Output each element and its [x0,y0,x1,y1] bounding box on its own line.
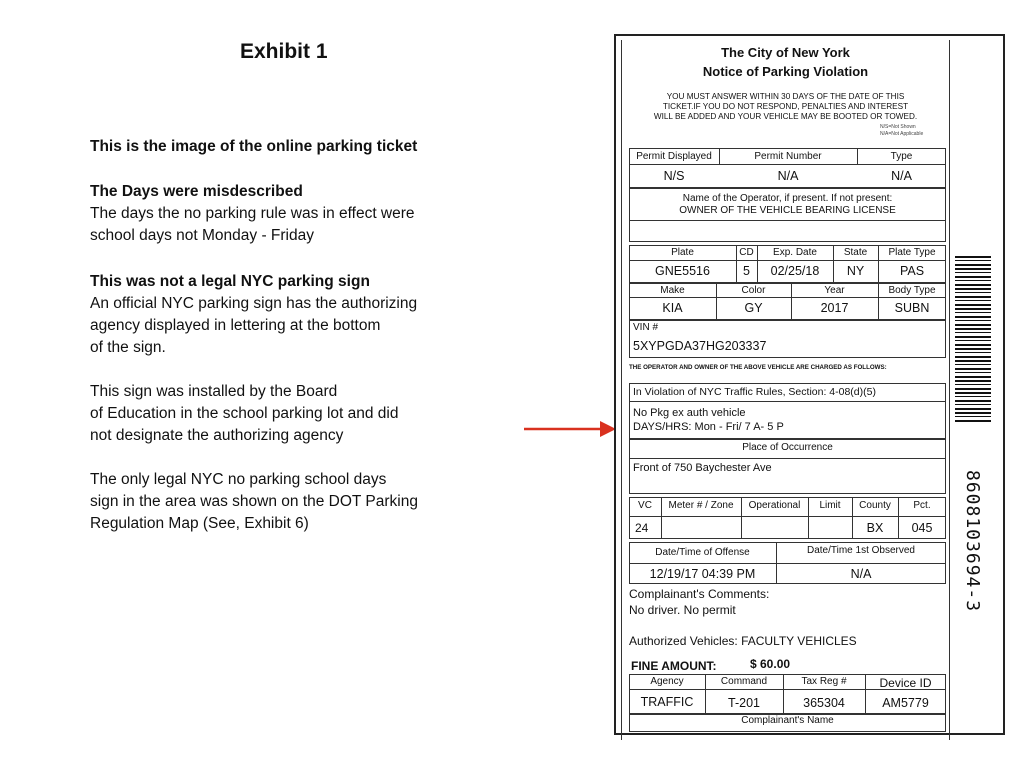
tax-reg-value: 365304 [803,696,845,710]
vin-label: VIN # [633,322,659,333]
intro-heading: This is the image of the online parking ticket [90,138,418,155]
installed-text-line: This sign was installed by the Board [90,383,338,400]
only-text-line: sign in the area was shown on the DOT Parking [90,493,418,510]
operator-label: Name of the Operator, if present. If not present: [682,193,893,204]
cd-label: CD [739,247,754,258]
installed-section [90,381,510,447]
plate-type-label: Plate Type [888,247,936,258]
device-id-value: AM5779 [882,696,929,710]
agency-label: Agency [650,676,684,687]
color-label: Color [741,285,766,296]
tax-reg-label: Tax Reg # [801,676,847,687]
charged-statement: THE OPERATOR AND OWNER OF THE ABOVE VEHICLE ARE CHARGED AS FOLLOWS: [629,364,887,371]
sign-section [90,271,510,359]
installed-text-line: of Education in the school parking lot and did [90,405,399,422]
days-heading: The Days were misdescribed [90,183,303,200]
ticket-warning-line: TICKET.IF YOU DO NOT RESPOND, PENALTIES AND INTEREST [662,102,909,111]
days-text-line: school days not Monday - Friday [90,227,314,244]
pct-label: Pct. [913,500,931,511]
command-value: T-201 [728,696,760,710]
violation-description: No Pkg ex auth vehicle [633,407,746,419]
color-value: GY [744,301,763,315]
year-value: 2017 [820,301,849,315]
device-id-label: Device ID [879,676,932,690]
ticket-legend-na: N/A=Not Applicable [880,131,924,137]
plate-label: Plate [671,247,694,258]
comments-label: Complainant's Comments: [629,587,770,601]
exhibit-title: Exhibit 1 [240,40,328,63]
county-value: BX [866,521,884,535]
ticket-warning-line: YOU MUST ANSWER WITHIN 30 DAYS OF THE DATE OF THIS [666,92,905,101]
sign-text-line: agency displayed in lettering at the bottom [90,317,381,334]
red-arrow-icon [520,418,620,440]
offense-datetime-label: Date/Time of Offense [655,547,750,558]
cd-value: 5 [743,264,750,278]
make-label: Make [660,285,685,296]
sign-heading: This was not a legal NYC parking sign [90,273,370,290]
offense-datetime-value: 12/19/17 04:39 PM [649,567,756,581]
permit-number-value: N/A [777,169,799,183]
observed-datetime-value: N/A [850,567,872,581]
barcode-graphic [955,256,991,424]
only-text-line: Regulation Map (See, Exhibit 6) [90,515,309,532]
permit-displayed-label: Permit Displayed [636,151,712,162]
left-intro [90,136,510,158]
complainant-name-label: Complainant's Name [741,715,834,726]
only-section [90,469,510,535]
body-type-value: SUBN [894,301,930,315]
place-value: Front of 750 Baychester Ave [633,462,772,474]
agency-value: TRAFFIC [640,695,694,709]
sign-text-line: of the sign. [90,339,166,356]
operator-label-2: OWNER OF THE VEHICLE BEARING LICENSE [679,205,896,216]
observed-datetime-label: Date/Time 1st Observed [806,545,915,556]
installed-text-line: not designate the authorizing agency [90,427,344,444]
vc-value: 24 [635,521,649,535]
plate-type-value: PAS [899,264,925,278]
violation-days-hours: DAYS/HRS: Mon - Fri/ 7 A- 5 P [633,421,784,433]
meter-zone-label: Meter # / Zone [668,500,734,511]
days-section [90,181,510,247]
command-label: Command [720,676,768,687]
make-value: KIA [662,301,683,315]
operational-label: Operational [748,500,801,511]
permit-number-label: Permit Number [754,151,822,162]
vin-value: 5XYPGDA37HG203337 [633,339,767,353]
ticket-legend-ns: N/S=Not Shown [880,124,916,130]
authorized-vehicles: Authorized Vehicles: FACULTY VEHICLES [629,634,857,648]
exp-date-label: Exp. Date [773,247,817,258]
ticket-number-text: 8608103694-3 [962,470,983,613]
pct-value: 045 [911,521,933,535]
fine-amount-label: FINE AMOUNT: [631,659,717,673]
type-label: Type [890,151,913,162]
place-label: Place of Occurrence [742,442,833,453]
sign-text-line: An official NYC parking sign has the authorizing [90,295,418,312]
type-value: N/A [891,169,912,183]
body-type-label: Body Type [888,285,936,296]
only-text-line: The only legal NYC no parking school days [90,471,387,488]
ticket-warning-line: WILL BE ADDED AND YOUR VEHICLE MAY BE BOOTED OR TOWED. [653,112,918,121]
year-label: Year [824,285,845,296]
vc-label: VC [638,500,652,511]
state-label: State [843,247,868,258]
ticket-number-vertical [955,470,983,650]
plate-value: GNE5516 [655,264,710,278]
days-text-line: The days the no parking rule was in effect were [90,205,415,222]
exp-date-value: 02/25/18 [770,264,820,278]
limit-label: Limit [819,500,841,511]
state-value: NY [846,264,865,278]
comments-value: No driver. No permit [629,603,736,617]
violation-section: In Violation of NYC Traffic Rules, Section: 4-08(d)(5) [633,386,876,398]
fine-amount-value: $ 60.00 [750,657,791,671]
county-label: County [859,500,891,511]
ticket-notice-title: Notice of Parking Violation [702,64,869,79]
ticket-city: The City of New York [721,45,850,60]
permit-displayed-value: N/S [663,169,685,183]
